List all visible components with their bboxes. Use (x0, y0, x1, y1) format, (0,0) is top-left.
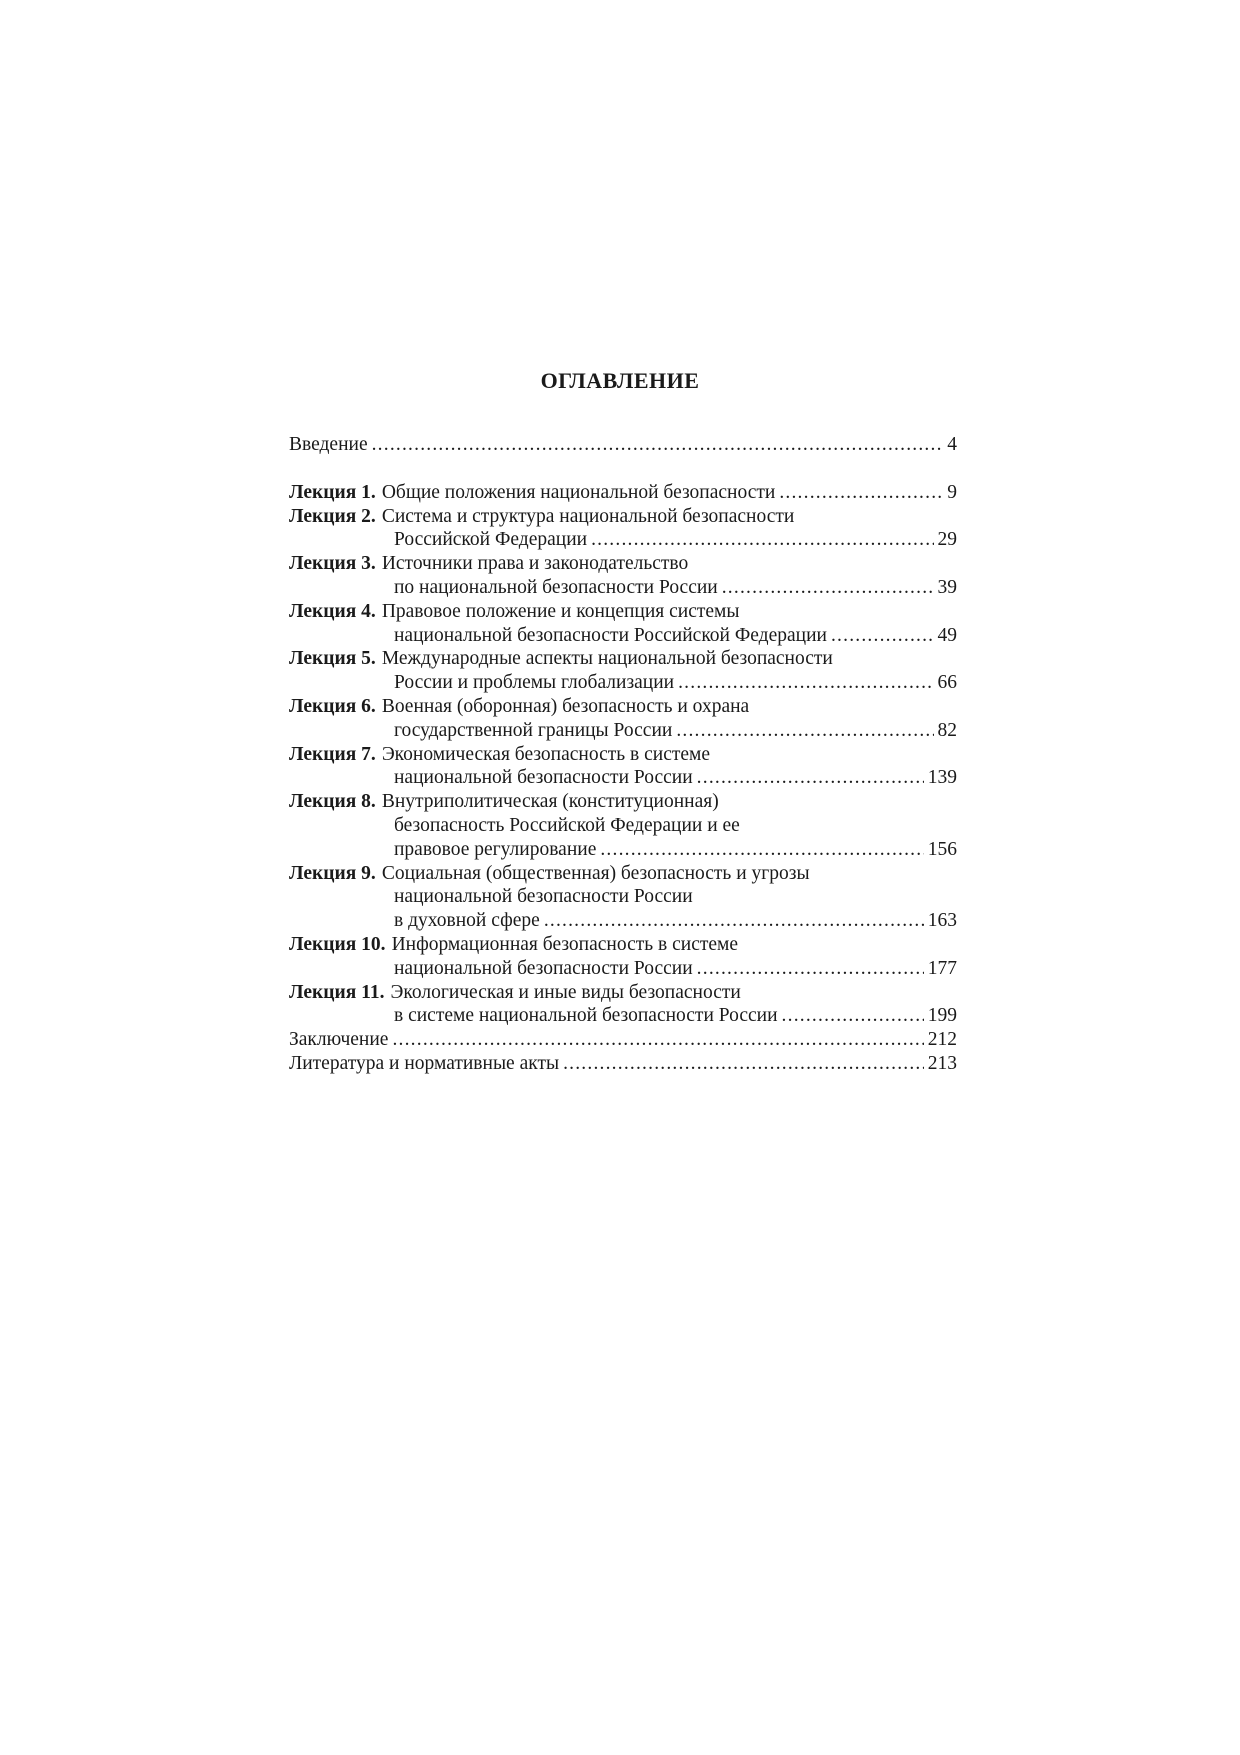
lecture-label: Лекция 4. (289, 600, 376, 622)
toc-entry-lecture-11[interactable] (289, 981, 957, 1029)
lecture-label: Лекция 9. (289, 862, 376, 884)
lecture-label: Лекция 3. (289, 553, 376, 575)
lecture-title-line: Источники права и законодательство (381, 553, 689, 575)
leader-dots (591, 528, 933, 552)
page-number: 212 (927, 1029, 957, 1051)
toc-entry-text: Заключение (289, 1029, 389, 1051)
page-number: 139 (927, 767, 957, 789)
lecture-label: Лекция 6. (289, 695, 376, 717)
toc-entry-text: Литература и нормативные акты (289, 1052, 560, 1074)
lecture-title-line: Экономическая безопасность в системе (381, 743, 711, 765)
toc-entry-lecture-1[interactable] (289, 481, 957, 505)
lecture-title-line: в системе национальной безопасности России (394, 1005, 778, 1027)
lecture-label: Лекция 11. (289, 981, 385, 1003)
lecture-title-line: правовое регулирование (394, 838, 597, 860)
lecture-title-line: государственной границы России (394, 719, 673, 741)
page-number: 9 (947, 481, 957, 503)
lecture-title-line: Международные аспекты национальной безопасности (381, 648, 833, 670)
page-number: 4 (947, 434, 957, 455)
lecture-label: Лекция 1. (289, 481, 376, 503)
lecture-label: Лекция 7. (289, 743, 376, 765)
toc-entry-lecture-5[interactable] (289, 647, 957, 695)
leader-dots (372, 433, 944, 457)
toc-entry-lecture-8[interactable] (289, 790, 957, 861)
toc-entry-lecture-4[interactable] (289, 600, 957, 648)
leader-dots (722, 576, 934, 600)
lecture-label: Лекция 8. (289, 791, 376, 813)
table-of-contents (289, 433, 957, 1076)
toc-entry-lecture-7[interactable] (289, 743, 957, 791)
page-title: ОГЛАВЛЕНИЕ (540, 368, 700, 393)
lecture-title-line: Военная (оборонная) безопасность и охрана (381, 695, 750, 717)
toc-entry-literature[interactable] (289, 1052, 957, 1076)
leader-dots (392, 1028, 923, 1052)
page-number: 39 (937, 576, 957, 598)
lecture-label: Лекция 5. (289, 648, 376, 670)
lecture-title-line: Общие положения национальной безопасности (381, 481, 776, 503)
lecture-title-line: Внутриполитическая (конституционная) (381, 791, 719, 813)
leader-dots (831, 624, 934, 648)
page-number: 29 (937, 529, 957, 551)
page-number: 199 (927, 1005, 957, 1027)
lecture-label: Лекция 2. (289, 505, 376, 527)
lecture-title-line: Экологическая и иные виды безопасности (390, 981, 741, 1003)
page-number: 163 (927, 910, 957, 932)
leader-dots (697, 957, 924, 981)
toc-entry-lecture-6[interactable] (289, 695, 957, 743)
toc-entry-lecture-10[interactable] (289, 933, 957, 981)
leader-dots (600, 838, 923, 862)
leader-dots (697, 766, 924, 790)
lecture-title-line: по национальной безопасности России (394, 576, 718, 598)
lecture-title-line: Информационная безопасность в системе (391, 933, 739, 955)
toc-entry-lecture-3[interactable] (289, 552, 957, 600)
toc-entry-lecture-9[interactable] (289, 862, 957, 933)
page-number: 49 (937, 624, 957, 646)
lecture-label: Лекция 10. (289, 933, 386, 955)
leader-dots (779, 481, 943, 505)
lecture-title-line: Система и структура национальной безопасности (381, 505, 795, 527)
page-number: 66 (937, 672, 957, 694)
lecture-title-line: Социальная (общественная) безопасность и угрозы (381, 862, 810, 884)
lecture-title-line: национальной безопасности России (394, 886, 693, 908)
lecture-title-line: национальной безопасности России (394, 767, 693, 789)
page-number: 177 (927, 957, 957, 979)
toc-entry-conclusion[interactable] (289, 1028, 957, 1052)
page-number: 82 (937, 719, 957, 741)
page-number: 213 (927, 1052, 957, 1074)
leader-dots (782, 1004, 924, 1028)
leader-dots (678, 671, 933, 695)
toc-entry-intro[interactable] (289, 433, 957, 457)
page-number: 156 (927, 838, 957, 860)
lecture-title-line: Правовое положение и концепция системы (381, 600, 740, 622)
leader-dots (544, 909, 924, 933)
toc-entry-lecture-2[interactable] (289, 505, 957, 553)
lecture-title-line: национальной безопасности Российской Федерации (394, 624, 827, 646)
lecture-title-line: Российской Федерации (394, 529, 588, 551)
lecture-title-line: в духовной сфере (394, 910, 540, 932)
lecture-title-line: России и проблемы глобализации (394, 672, 675, 694)
toc-entry-text: Введение (289, 434, 368, 455)
lecture-title-line: национальной безопасности России (394, 957, 693, 979)
leader-dots (563, 1052, 924, 1076)
leader-dots (676, 719, 933, 743)
lecture-title-line: безопасность Российской Федерации и ее (394, 814, 740, 836)
